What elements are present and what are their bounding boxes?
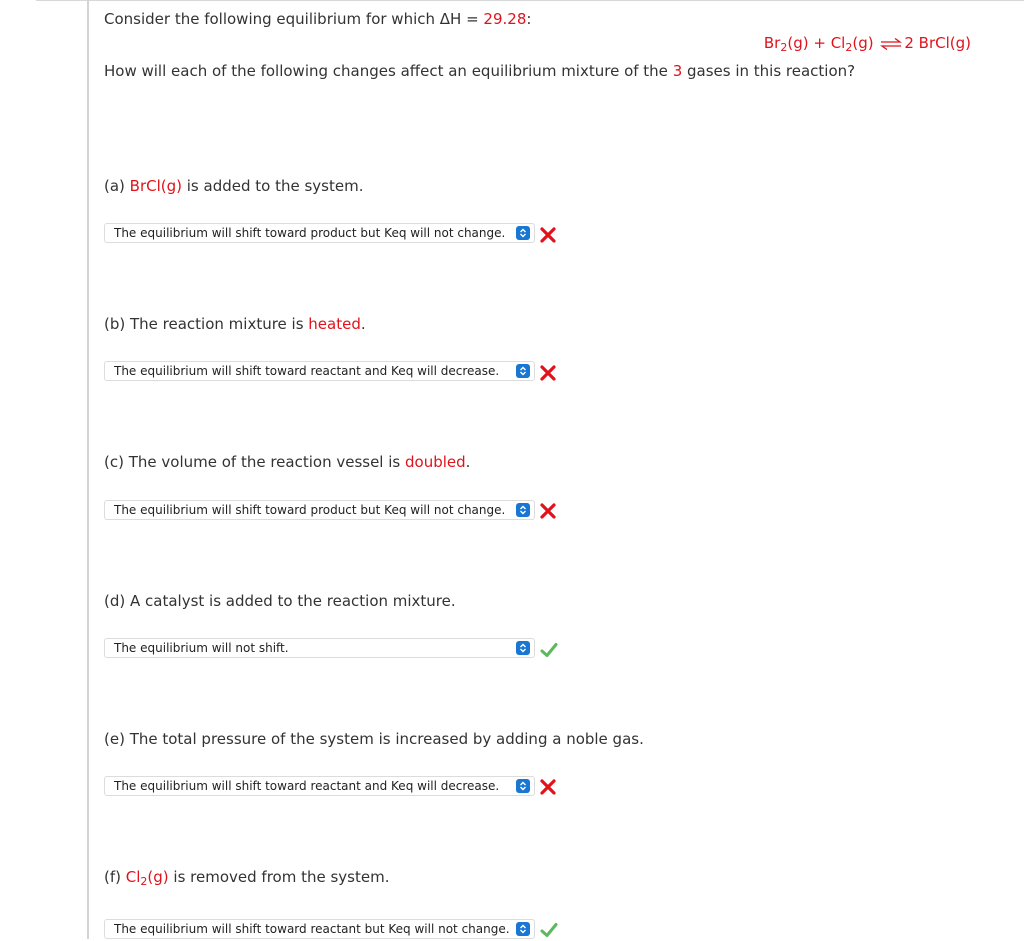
- checkmark-icon: [540, 921, 558, 939]
- up-down-chevron-icon: [516, 226, 530, 240]
- part-c-answer-select[interactable]: The equilibrium will shift toward product but Keq will not change.: [104, 500, 535, 520]
- left-rule: [87, 0, 89, 939]
- question-text: How will each of the following changes affect an equilibrium mixture of the 3 gases in this reaction?: [104, 62, 856, 80]
- up-down-chevron-icon: [516, 922, 530, 936]
- x-mark-icon: [539, 226, 557, 244]
- cl2-highlight: $Cl_2(g)$: [125, 868, 169, 888]
- top-divider: [36, 0, 1024, 1]
- part-b-prompt: (b) The reaction mixture is heated.: [104, 315, 366, 333]
- reaction-equation: $Br_2(g) + Cl_2(g)$ 2 BrCl(g): [763, 34, 971, 54]
- part-e-answer-select[interactable]: The equilibrium will shift toward reactant and Keq will decrease.: [104, 776, 535, 796]
- part-a-answer-select[interactable]: The equilibrium will shift toward product but Keq will not change.: [104, 223, 535, 243]
- x-mark-icon: [539, 778, 557, 796]
- part-e-prompt: (e) The total pressure of the system is increased by adding a noble gas.: [104, 730, 644, 748]
- checkmark-icon: [540, 641, 558, 659]
- up-down-chevron-icon: [516, 641, 530, 655]
- intro-text: Consider the following equilibrium for which ΔH = 29.28:: [104, 10, 532, 28]
- up-down-chevron-icon: [516, 503, 530, 517]
- x-mark-icon: [539, 502, 557, 520]
- part-f-prompt: (f) $Cl_2(g)$ is removed from the system.: [104, 868, 390, 888]
- part-f-answer-select[interactable]: The equilibrium will shift toward reactant but Keq will not change.: [104, 919, 535, 939]
- part-a-prompt: (a) BrCl(g) is added to the system.: [104, 177, 364, 195]
- part-d-answer-select[interactable]: The equilibrium will not shift.: [104, 638, 535, 658]
- part-c-prompt: (c) The volume of the reaction vessel is doubled.: [104, 453, 471, 471]
- equilibrium-arrows-icon: [880, 38, 902, 50]
- part-d-prompt: (d) A catalyst is added to the reaction mixture.: [104, 592, 456, 610]
- x-mark-icon: [539, 364, 557, 382]
- part-b-answer-select[interactable]: The equilibrium will shift toward reactant and Keq will decrease.: [104, 361, 535, 381]
- up-down-chevron-icon: [516, 364, 530, 378]
- up-down-chevron-icon: [516, 779, 530, 793]
